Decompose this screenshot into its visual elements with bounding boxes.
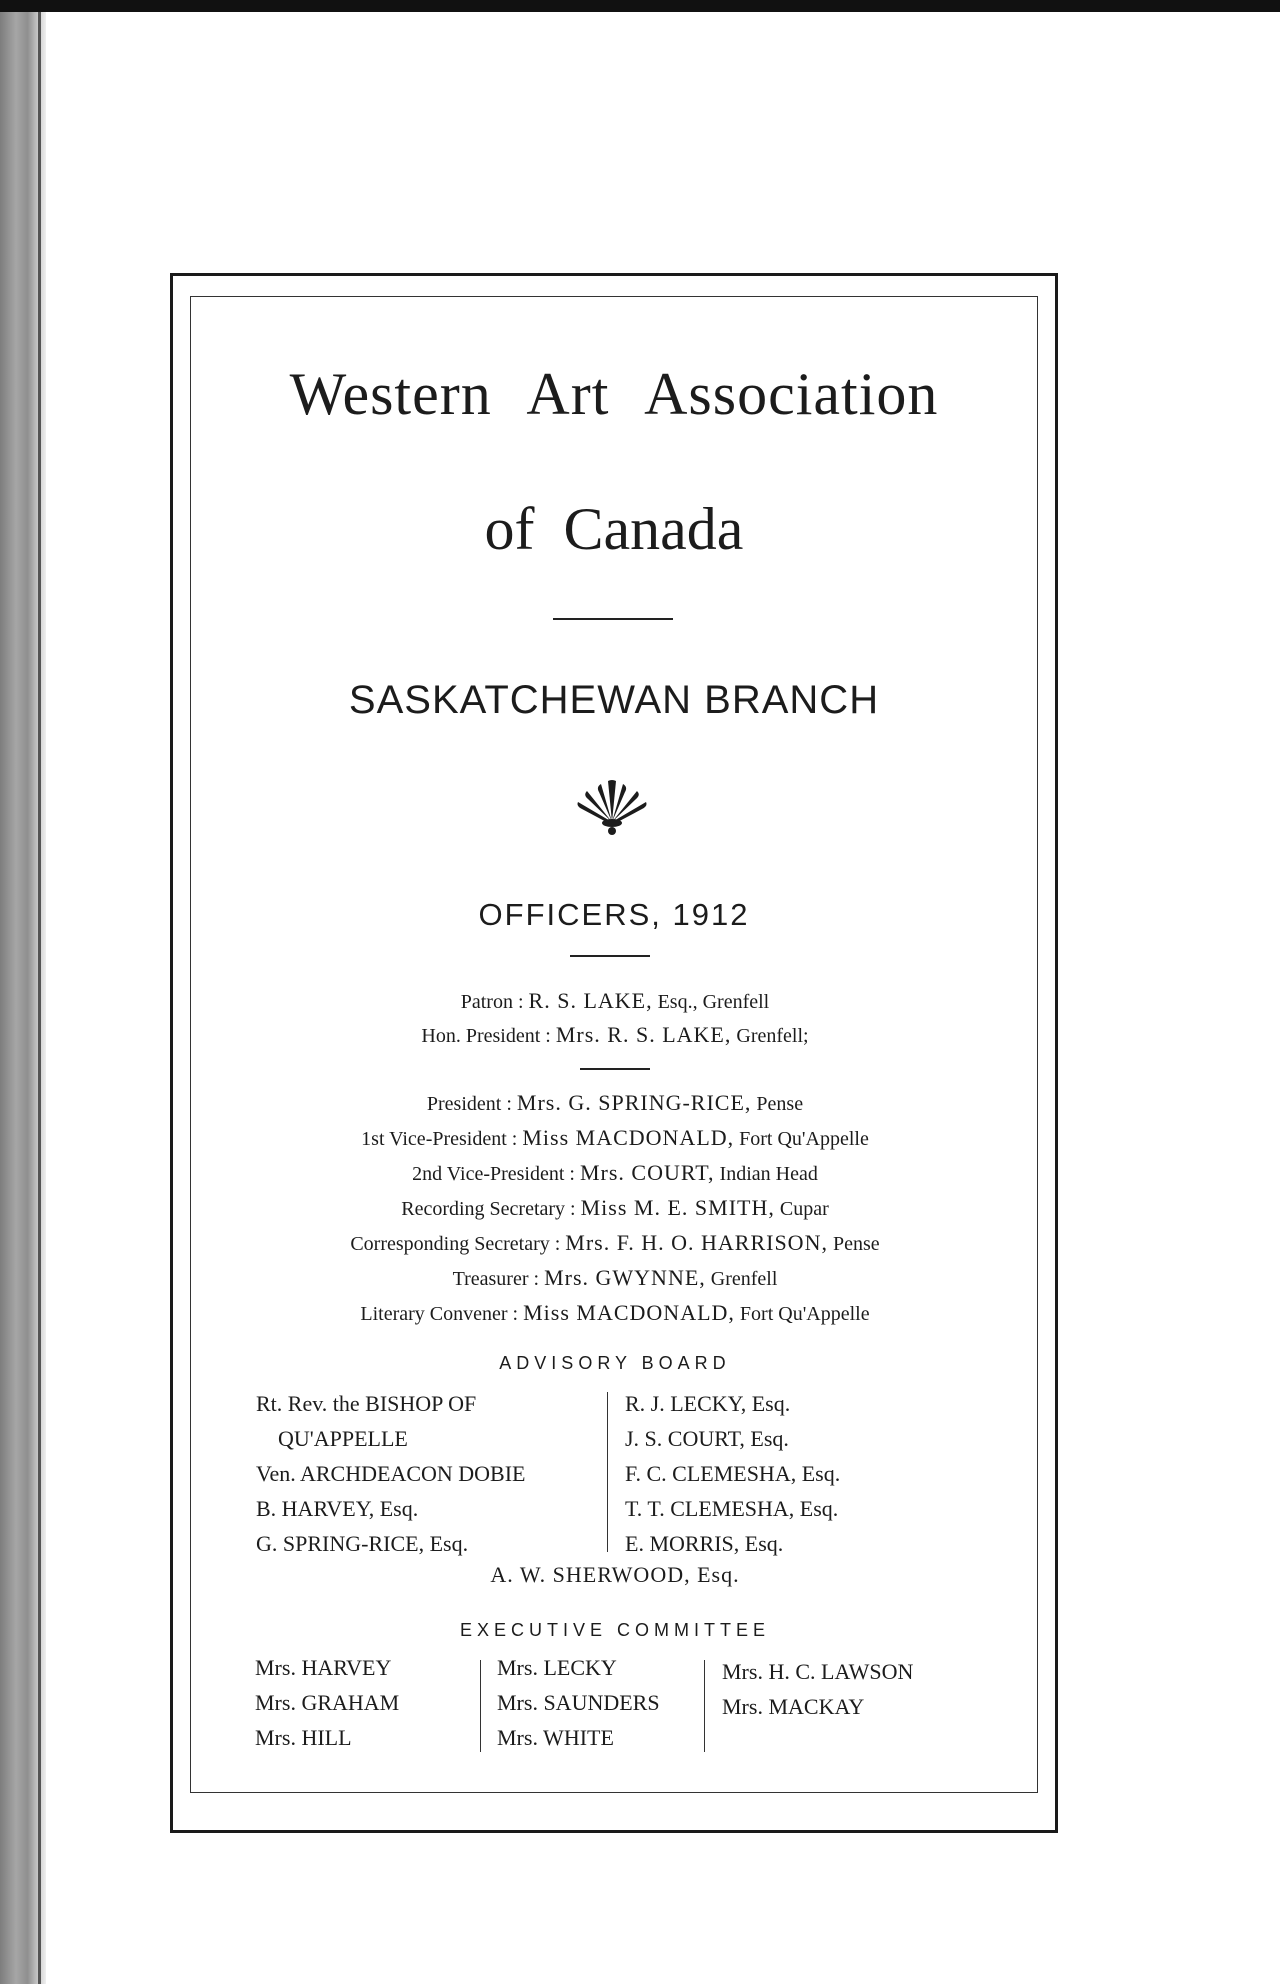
advisory-board-heading: ADVISORY BOARD: [499, 1353, 731, 1373]
list-item: F. C. CLEMESHA, Esq.: [625, 1461, 841, 1486]
role-label: Recording Secretary :: [401, 1198, 576, 1220]
branch-heading: SASKATCHEWAN BRANCH: [348, 678, 880, 722]
officer-name: Mrs. R. S. LAKE,: [555, 1022, 732, 1047]
executive-column-2: [497, 1650, 660, 1755]
officer-place: Fort Qu'Appelle: [739, 1128, 869, 1150]
list-item: Mrs. MACKAY: [722, 1694, 865, 1719]
list-item: J. S. COURT, Esq.: [625, 1426, 789, 1451]
role-label: Literary Convener :: [360, 1303, 519, 1325]
title-line-1: Western Art Association: [289, 361, 939, 427]
officer-line: [200, 1125, 1030, 1151]
advisory-right-column: [625, 1386, 840, 1561]
hon-president-line: [200, 1022, 1030, 1048]
list-item: Mrs. GRAHAM: [255, 1690, 400, 1715]
executive-column-1: [255, 1650, 399, 1755]
officer-name: Mrs. COURT,: [579, 1160, 715, 1185]
spine-shadow-line: [38, 12, 41, 1984]
role-label: Treasurer :: [452, 1268, 540, 1290]
officers-heading: OFFICERS, 1912: [478, 897, 750, 932]
list-item: B. HARVEY, Esq.: [256, 1496, 419, 1521]
officer-place: Grenfell: [710, 1268, 778, 1290]
advisory-bottom-member: A. W. SHERWOOD, Esq.: [490, 1562, 740, 1587]
officer-place: Grenfell;: [736, 1025, 809, 1047]
column-separator: [480, 1660, 481, 1752]
list-item: QU'APPELLE: [278, 1426, 408, 1451]
list-item: Mrs. H. C. LAWSON: [722, 1659, 914, 1684]
list-item: G. SPRING-RICE, Esq.: [256, 1531, 469, 1556]
officer-name: Miss M. E. SMITH,: [580, 1195, 775, 1220]
role-label: 2nd Vice-President :: [412, 1163, 575, 1185]
officer-name: R. S. LAKE,: [528, 988, 653, 1013]
title-divider: [553, 618, 673, 620]
executive-committee-heading: EXECUTIVE COMMITTEE: [459, 1620, 770, 1640]
patron-divider: [580, 1068, 650, 1070]
role-label: Corresponding Secretary :: [350, 1233, 561, 1255]
list-item: R. J. LECKY, Esq.: [625, 1391, 791, 1416]
column-separator: [704, 1660, 705, 1752]
patron-line: [200, 988, 1030, 1014]
officers-divider: [570, 955, 650, 957]
advisory-left-column: [256, 1386, 526, 1561]
title-line-2: of Canada: [484, 496, 744, 562]
officer-place: Fort Qu'Appelle: [739, 1303, 870, 1325]
officer-name: Miss MACDONALD,: [523, 1300, 735, 1325]
officer-name: Mrs. GWYNNE,: [544, 1265, 706, 1290]
officer-line: [200, 1300, 1030, 1326]
list-item: E. MORRIS, Esq.: [625, 1531, 784, 1556]
list-item: Mrs. WHITE: [497, 1725, 614, 1750]
officer-name: Miss MACDONALD,: [522, 1125, 735, 1150]
list-item: Mrs. LECKY: [497, 1655, 617, 1680]
officer-line: [200, 1230, 1030, 1256]
column-separator: [607, 1392, 608, 1552]
role-label: 1st Vice-President :: [361, 1128, 518, 1150]
executive-column-3: [722, 1654, 913, 1724]
role-label: President :: [426, 1093, 512, 1115]
role-label: Patron :: [460, 991, 524, 1013]
fan-fleuron-icon: [572, 778, 652, 838]
list-item: Ven. ARCHDEACON DOBIE: [256, 1461, 526, 1486]
officer-name: Mrs. F. H. O. HARRISON,: [565, 1230, 828, 1255]
officer-place: Pense: [756, 1093, 804, 1115]
officer-place: Indian Head: [719, 1163, 818, 1185]
list-item: Mrs. HILL: [255, 1725, 352, 1750]
list-item: Mrs. SAUNDERS: [497, 1690, 660, 1715]
role-label: Hon. President :: [421, 1025, 551, 1047]
officer-line: [200, 1090, 1030, 1116]
officer-line: [200, 1195, 1030, 1221]
officer-name: Mrs. G. SPRING-RICE,: [516, 1090, 752, 1115]
officer-place: Cupar: [779, 1198, 829, 1220]
scan-top-edge: [0, 0, 1280, 12]
officer-line: [200, 1160, 1030, 1186]
list-item: T. T. CLEMESHA, Esq.: [625, 1496, 839, 1521]
officer-place: Pense: [832, 1233, 880, 1255]
officer-line: [200, 1265, 1030, 1291]
officer-place: Esq., Grenfell: [657, 991, 770, 1013]
list-item: Mrs. HARVEY: [255, 1655, 392, 1680]
list-item: Rt. Rev. the BISHOP OF: [256, 1391, 477, 1416]
